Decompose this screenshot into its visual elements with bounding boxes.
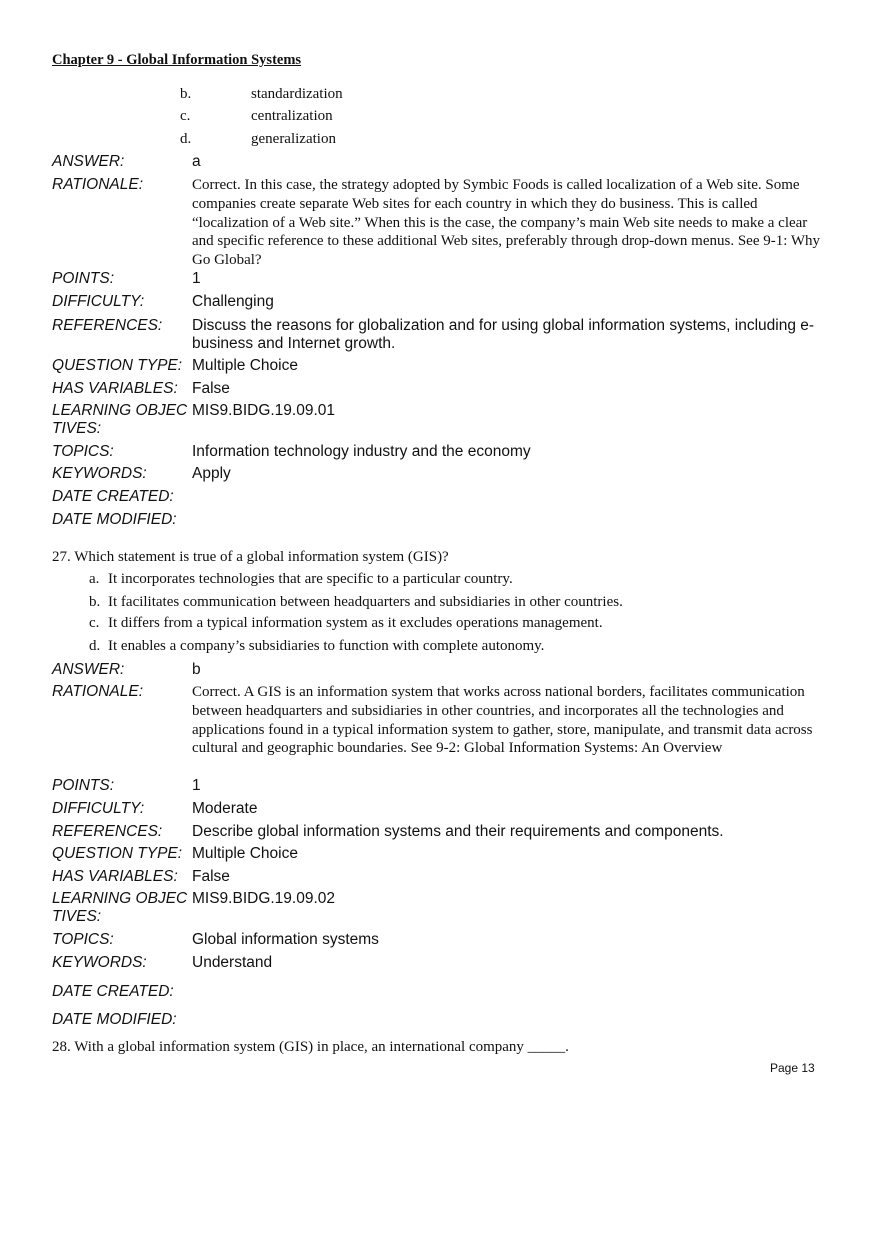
has-variables-label: HAS VARIABLES: [52,380,178,397]
q27-learning-objectives-label-cont: TIVES: [52,908,102,925]
q27-points-value: 1 [192,777,201,794]
q27-keywords-value: Understand [192,954,273,971]
q27-answer-label: ANSWER: [52,661,125,678]
q27-difficulty-value: Moderate [192,800,258,817]
q27-date-created-label: DATE CREATED: [52,983,174,1000]
difficulty-value: Challenging [192,293,274,310]
q27-keywords-label: KEYWORDS: [52,954,147,971]
q27-option-letter-d: d. [89,638,101,654]
topics-label: TOPICS: [52,443,114,460]
q27-has-variables-value: False [192,868,230,885]
q27-option-letter-b: b. [89,594,101,610]
rationale-label: RATIONALE: [52,176,144,193]
q27-references-value: Describe global information systems and their requirements and components. [192,823,724,840]
q27-answer-value: b [192,661,201,678]
q27-option-text-a: It incorporates technologies that are specific to a particular country. [108,571,513,587]
option-text-d: generalization [251,131,336,147]
keywords-value: Apply [192,465,231,482]
option-letter-b: b. [180,86,192,102]
date-created-label: DATE CREATED: [52,488,174,505]
references-label: REFERENCES: [52,317,163,334]
q27-topics-label: TOPICS: [52,931,114,948]
q27-option-letter-c: c. [89,615,100,631]
learning-objectives-label-cont: TIVES: [52,420,102,437]
q27-points-label: POINTS: [52,777,115,794]
question-28-stem: 28. With a global information system (GIS) in place, an international company _____. [52,1039,569,1055]
q27-date-modified-label: DATE MODIFIED: [52,1011,177,1028]
option-letter-d: d. [180,131,192,147]
q27-question-type-value: Multiple Choice [192,845,298,862]
question-type-value: Multiple Choice [192,357,298,374]
q27-has-variables-label: HAS VARIABLES: [52,868,178,885]
q27-option-text-d: It enables a company’s subsidiaries to function with complete autonomy. [108,638,545,654]
rationale-text: Correct. In this case, the strategy adopted by Symbic Foods is called localization of a Web site. Some companies create separate Web sites for each country in which they do business. This is called “localization of a Web site.” When this is the case, the company’s main Web site needs to make a clear and specific reference to these additional Web sites, preferably through drop-down menus. See 9-1: Why Go Global? [192,177,821,269]
topics-value: Information technology industry and the economy [192,443,531,460]
q27-references-label: REFERENCES: [52,823,163,840]
q27-option-text-c: It differs from a typical information system as it excludes operations management. [108,615,603,631]
references-value: Discuss the reasons for globalization and for using global information systems, including e-business and Internet growth. [192,317,815,352]
q27-option-text-b: It facilitates communication between headquarters and subsidiaries in other countries. [108,594,623,610]
q27-option-letter-a: a. [89,571,100,587]
q27-learning-objectives-value: MIS9.BIDG.19.09.02 [192,890,336,907]
keywords-label: KEYWORDS: [52,465,147,482]
learning-objectives-label: LEARNING OBJEC [52,402,188,419]
points-label: POINTS: [52,270,115,287]
q27-learning-objectives-label: LEARNING OBJEC [52,890,188,907]
q27-rationale-text: Correct. A GIS is an information system that works across national borders, facilitates communication between headquarters and subsidiaries in other countries, and incorporates all the technologies and applications found in a typical information system to gather, store, manipulate, and transmit data across cultural and geographic boundaries. See 9-2: Global Information Systems: An Overview [192,684,813,757]
learning-objectives-value: MIS9.BIDG.19.09.01 [192,402,336,419]
q27-rationale-label: RATIONALE: [52,683,144,700]
option-text-b: standardization [251,86,343,102]
question-27-stem: 27. Which statement is true of a global information system (GIS)? [52,549,449,565]
q27-question-type-label: QUESTION TYPE: [52,845,183,862]
option-letter-c: c. [180,108,191,124]
answer-value: a [192,153,201,170]
q27-difficulty-label: DIFFICULTY: [52,800,145,817]
answer-label: ANSWER: [52,153,125,170]
question-type-label: QUESTION TYPE: [52,357,183,374]
page-number: Page 13 [770,1061,815,1075]
date-modified-label: DATE MODIFIED: [52,511,177,528]
points-value: 1 [192,270,201,287]
option-text-c: centralization [251,108,333,124]
difficulty-label: DIFFICULTY: [52,293,145,310]
chapter-title: Chapter 9 - Global Information Systems [52,52,302,68]
q27-topics-value: Global information systems [192,931,379,948]
has-variables-value: False [192,380,230,397]
